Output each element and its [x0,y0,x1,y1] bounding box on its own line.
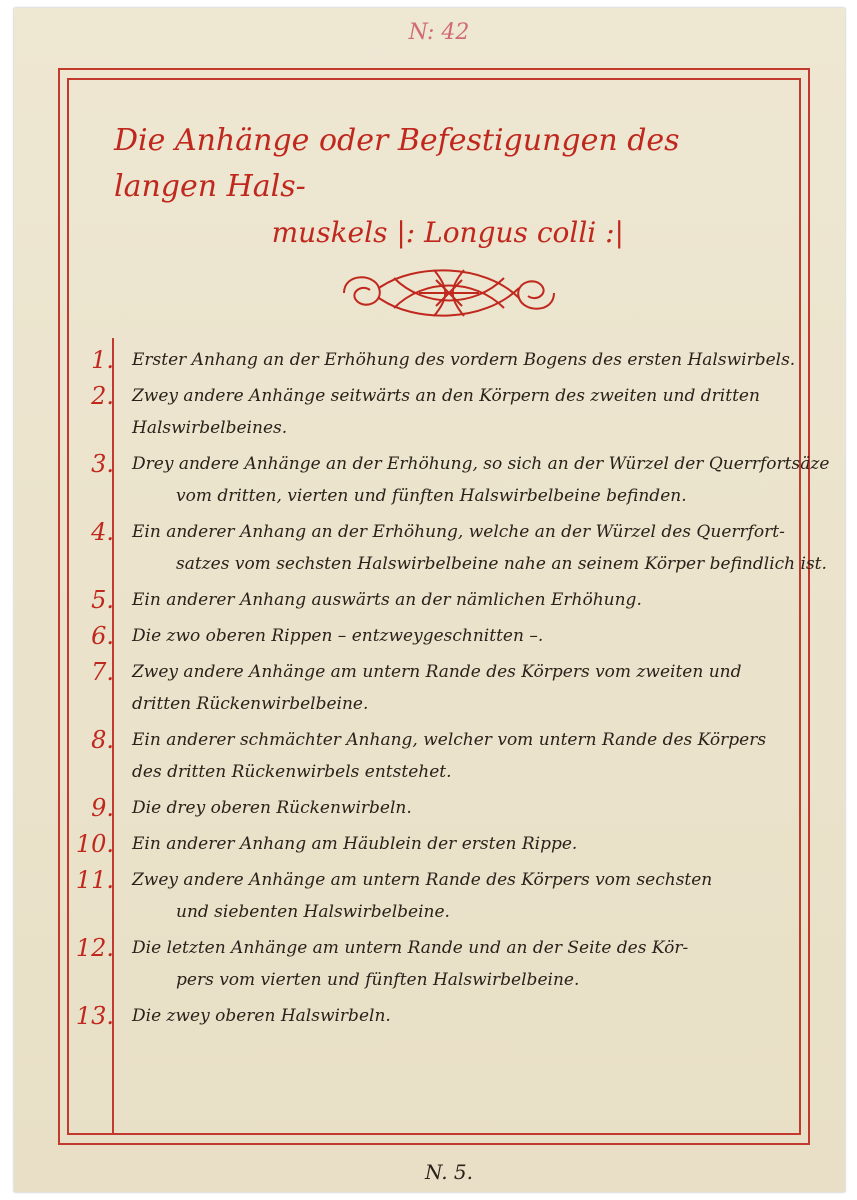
entry-line: Zwey andere Anhänge seitwärts an den Körpern des zweiten und dritten [132,386,760,406]
entry-line: Ein anderer Anhang am Häublein der ersten Rippe. [132,834,578,854]
list-item [74,932,804,996]
entry-text [122,864,804,928]
entry-line: Die letzten Anhänge am untern Rande und an der Seite des Kör- [132,938,689,958]
entry-line: Halswirbelbeines. [132,418,288,438]
title-line-1: Die Anhänge oder Befestigungen des langen Hals- [114,123,680,204]
entry-text [122,724,804,788]
entry-text [122,380,804,444]
entry-number: 6. [91,622,114,650]
entry-text [122,620,804,652]
entry-line: und siebenten Halswirbelbeine. [176,902,450,922]
calligraphic-flourish [324,258,574,328]
entry-number: 3. [91,450,114,478]
entry-text [122,344,804,376]
list-item [74,828,804,860]
entry-text [122,448,829,512]
entry-text [122,584,804,616]
title-line-2: muskels |: Longus colli :| [271,216,624,249]
entry-number: 8. [91,726,114,754]
entry-line: Ein anderer Anhang an der Erhöhung, welche an der Würzel des Querrfort- [132,522,785,542]
entry-line: dritten Rückenwirbelbeine. [132,694,369,714]
list-item [74,344,804,376]
entry-number: 7. [91,658,114,686]
footer-mark: N. 5. [424,1160,474,1184]
entry-number: 1. [91,346,114,374]
list-item [74,620,804,652]
list-item [74,656,804,720]
entry-text [122,656,804,720]
entry-number: 9. [91,794,114,822]
page-number-mark: N: 42 [408,20,470,45]
entry-line: Erster Anhang an der Erhöhung des vordern Bogens des ersten Halswirbels. [132,350,796,370]
list-item [74,864,804,928]
entry-number: 11. [75,866,114,894]
entry-line: pers vom vierten und fünften Halswirbelbeine. [176,970,580,990]
entry-line: des dritten Rückenwirbels entstehet. [132,762,452,782]
list-item [74,1000,804,1032]
list-item [74,584,804,616]
entry-line: Ein anderer Anhang auswärts an der nämlichen Erhöhung. [132,590,642,610]
list-item [74,792,804,824]
entry-line: Ein anderer schmächter Anhang, welcher vom untern Rande des Körpers [132,730,767,750]
entry-text [122,932,804,996]
entry-line: Zwey andere Anhänge am untern Rande des Körpers vom sechsten [132,870,713,890]
entry-line: vom dritten, vierten und fünften Halswirbelbeine befinden. [176,486,687,506]
entry-number: 4. [91,518,114,546]
entry-number: 13. [75,1002,114,1030]
entry-line: Die zwey oberen Halswirbeln. [132,1006,391,1026]
entry-number: 2. [91,382,114,410]
entry-text [122,1000,804,1032]
page-title [114,118,774,256]
entry-text [122,828,804,860]
list-item [74,380,804,444]
list-item [74,516,827,580]
entry-list [74,344,830,1036]
entry-line: Die drey oberen Rückenwirbeln. [132,798,412,818]
entry-line: satzes vom sechsten Halswirbelbeine nahe an seinem Körper befindlich ist. [176,554,827,574]
entry-line: Drey andere Anhänge an der Erhöhung, so sich an der Würzel der Querrfortsäze [132,454,830,474]
entry-line: Die zwo oberen Rippen – entzweygeschnitten –. [132,626,544,646]
entry-text [122,516,827,580]
list-item [74,724,804,788]
entry-text [122,792,804,824]
list-item [74,448,830,512]
entry-number: 12. [75,934,114,962]
entry-number: 5. [91,586,114,614]
manuscript-page [14,8,845,1192]
entry-line: Zwey andere Anhänge am untern Rande des Körpers vom zweiten und [132,662,742,682]
entry-number: 10. [75,830,114,858]
